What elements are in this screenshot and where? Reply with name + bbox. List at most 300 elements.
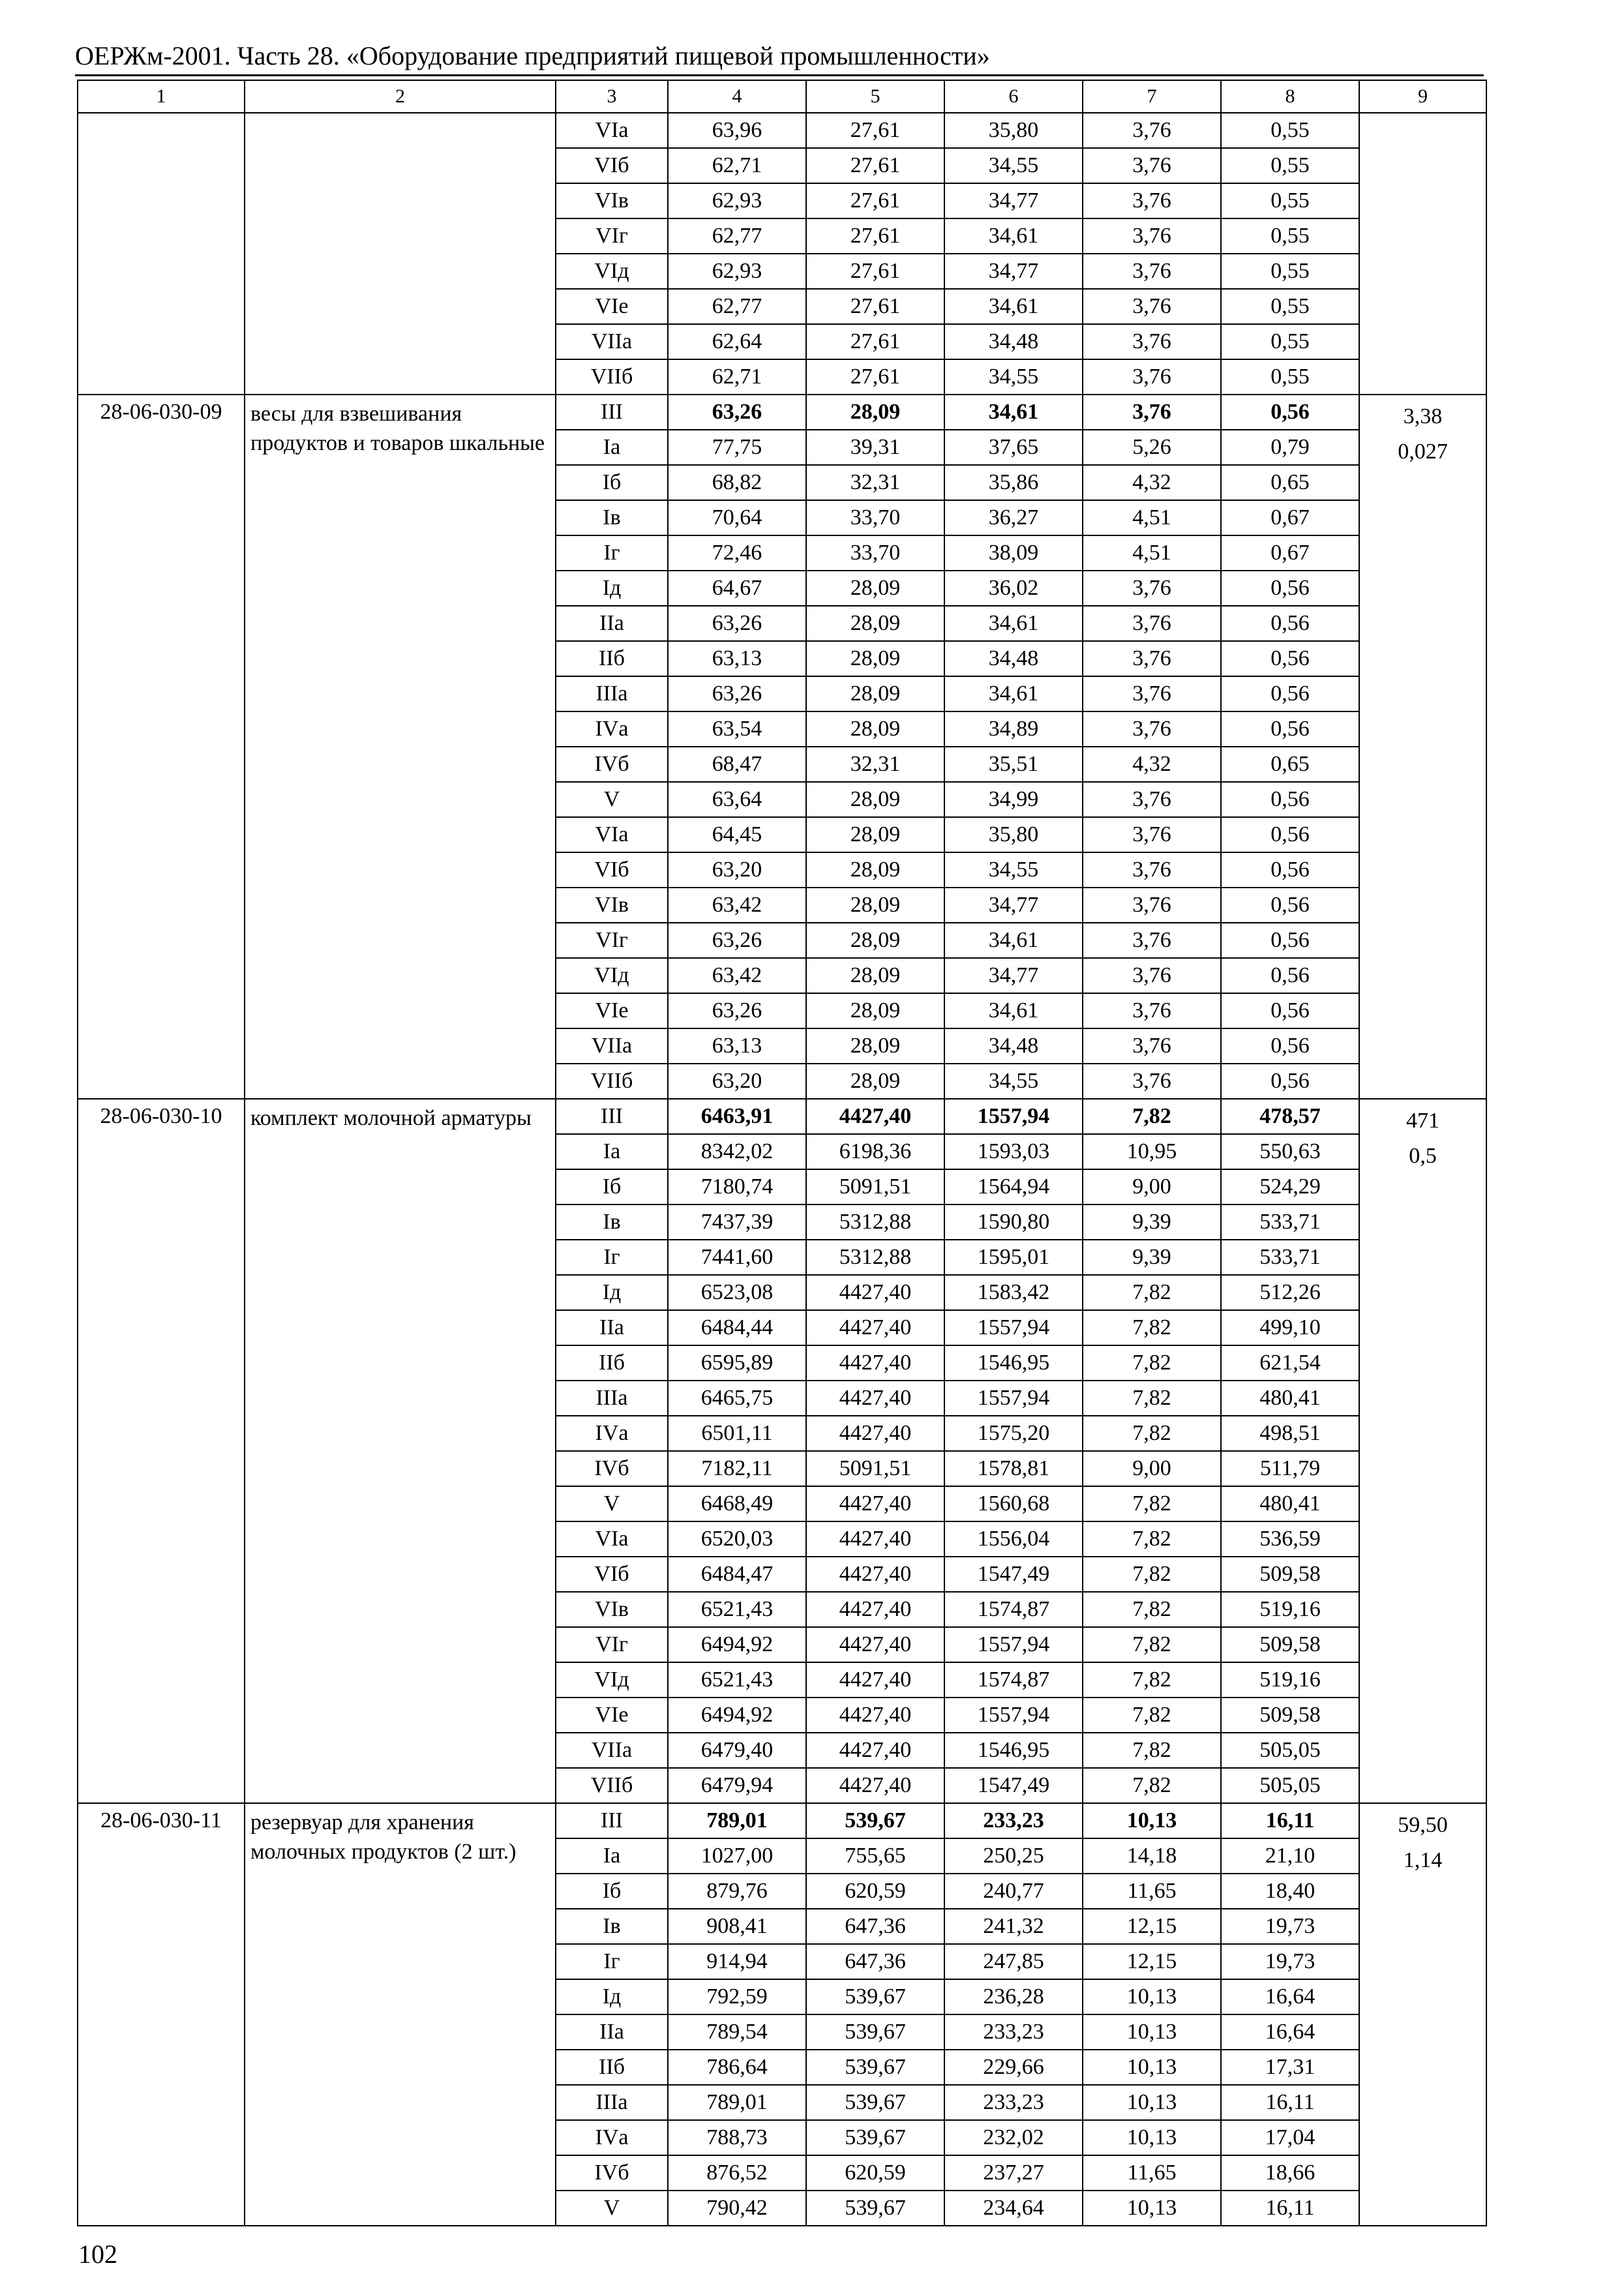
- zone-cell: IVа: [556, 711, 668, 747]
- value-cell: 7,82: [1083, 1768, 1221, 1803]
- value-cell: 11,65: [1083, 1874, 1221, 1909]
- value-cell: 914,94: [668, 1944, 806, 1979]
- value-cell: 247,85: [944, 1944, 1083, 1979]
- item-name: резервуар для хранения молочных продуктов (2 шт.): [245, 1803, 556, 2226]
- value-cell: 16,11: [1221, 1803, 1359, 1838]
- zone-cell: VIб: [556, 1557, 668, 1592]
- zone-cell: Iг: [556, 535, 668, 571]
- value-cell: 3,76: [1083, 852, 1221, 888]
- value-cell: 12,15: [1083, 1944, 1221, 1979]
- zone-cell: VIIб: [556, 1064, 668, 1099]
- value-cell: 6484,44: [668, 1310, 806, 1345]
- value-cell: 27,61: [806, 289, 944, 324]
- value-cell: 4427,40: [806, 1592, 944, 1627]
- value-cell: 28,09: [806, 923, 944, 958]
- table-row: [78, 1803, 1486, 1838]
- value-cell: 10,13: [1083, 2014, 1221, 2050]
- zone-cell: Iг: [556, 1240, 668, 1275]
- value-cell: 34,48: [944, 324, 1083, 359]
- value-cell: 480,41: [1221, 1486, 1359, 1521]
- value-cell: 21,10: [1221, 1838, 1359, 1874]
- value-cell: 1583,42: [944, 1275, 1083, 1310]
- value-cell: 1564,94: [944, 1169, 1083, 1204]
- labor-cost-value: 3,38: [1403, 404, 1443, 428]
- value-cell: 28,09: [806, 888, 944, 923]
- column-number: 5: [806, 80, 944, 113]
- value-cell: 0,56: [1221, 782, 1359, 817]
- zone-cell: Iб: [556, 465, 668, 500]
- value-cell: 0,56: [1221, 676, 1359, 711]
- value-cell: 4,32: [1083, 465, 1221, 500]
- value-cell: 18,40: [1221, 1874, 1359, 1909]
- value-cell: 34,55: [944, 852, 1083, 888]
- value-cell: 1027,00: [668, 1838, 806, 1874]
- zone-cell: Iг: [556, 1944, 668, 1979]
- value-cell: 3,76: [1083, 782, 1221, 817]
- value-cell: 34,77: [944, 254, 1083, 289]
- value-cell: 11,65: [1083, 2155, 1221, 2191]
- zone-cell: Iб: [556, 1874, 668, 1909]
- value-cell: 7,82: [1083, 1521, 1221, 1557]
- zone-cell: Iв: [556, 1909, 668, 1944]
- value-cell: 63,26: [668, 676, 806, 711]
- value-cell: 234,64: [944, 2191, 1083, 2226]
- value-cell: 4427,40: [806, 1310, 944, 1345]
- value-cell: 3,76: [1083, 571, 1221, 606]
- value-cell: 0,56: [1221, 888, 1359, 923]
- value-cell: 1547,49: [944, 1557, 1083, 1592]
- value-cell: 5091,51: [806, 1169, 944, 1204]
- value-cell: 5,26: [1083, 430, 1221, 465]
- value-cell: 62,93: [668, 254, 806, 289]
- value-cell: 519,16: [1221, 1592, 1359, 1627]
- value-cell: 6521,43: [668, 1592, 806, 1627]
- zone-cell: IIIа: [556, 2085, 668, 2120]
- value-cell: 28,09: [806, 571, 944, 606]
- value-cell: 6465,75: [668, 1381, 806, 1416]
- value-cell: 499,10: [1221, 1310, 1359, 1345]
- value-cell: 34,55: [944, 148, 1083, 183]
- value-cell: 7,82: [1083, 1416, 1221, 1451]
- value-cell: 755,65: [806, 1838, 944, 1874]
- column-number: 1: [78, 80, 245, 113]
- value-cell: 232,02: [944, 2120, 1083, 2155]
- zone-cell: VIа: [556, 817, 668, 852]
- value-cell: 7,82: [1083, 1698, 1221, 1733]
- value-cell: 519,16: [1221, 1662, 1359, 1698]
- value-cell: 34,55: [944, 1064, 1083, 1099]
- value-cell: 12,15: [1083, 1909, 1221, 1944]
- value-cell: 34,48: [944, 641, 1083, 676]
- value-cell: 1557,94: [944, 1099, 1083, 1134]
- value-cell: 10,13: [1083, 2085, 1221, 2120]
- value-cell: 233,23: [944, 2014, 1083, 2050]
- value-cell: 1590,80: [944, 1204, 1083, 1240]
- value-cell: 7437,39: [668, 1204, 806, 1240]
- zone-cell: IVа: [556, 1416, 668, 1451]
- zone-cell: VIб: [556, 148, 668, 183]
- zone-cell: V: [556, 2191, 668, 2226]
- value-cell: 229,66: [944, 2050, 1083, 2085]
- value-cell: 5091,51: [806, 1451, 944, 1486]
- item-name: [245, 113, 556, 395]
- value-cell: 7,82: [1083, 1275, 1221, 1310]
- value-cell: 512,26: [1221, 1275, 1359, 1310]
- value-cell: 6198,36: [806, 1134, 944, 1169]
- value-cell: 7,82: [1083, 1486, 1221, 1521]
- value-cell: 1557,94: [944, 1381, 1083, 1416]
- zone-cell: IVа: [556, 2120, 668, 2155]
- zone-cell: III: [556, 1803, 668, 1838]
- value-cell: 32,31: [806, 747, 944, 782]
- value-cell: 0,56: [1221, 571, 1359, 606]
- value-cell: 647,36: [806, 1909, 944, 1944]
- value-cell: 3,76: [1083, 183, 1221, 218]
- value-cell: 0,55: [1221, 148, 1359, 183]
- labor-cost-value: 0,027: [1398, 440, 1448, 464]
- value-cell: 10,95: [1083, 1134, 1221, 1169]
- value-cell: 879,76: [668, 1874, 806, 1909]
- item-code: 28-06-030-10: [78, 1099, 245, 1803]
- zone-cell: Iа: [556, 1838, 668, 1874]
- value-cell: 4427,40: [806, 1416, 944, 1451]
- value-cell: 37,65: [944, 430, 1083, 465]
- value-cell: 0,56: [1221, 711, 1359, 747]
- value-cell: 77,75: [668, 430, 806, 465]
- zone-cell: III: [556, 1099, 668, 1134]
- column-number-row: [78, 80, 1486, 113]
- value-cell: 34,61: [944, 218, 1083, 254]
- value-cell: 4427,40: [806, 1662, 944, 1698]
- zone-cell: VIд: [556, 254, 668, 289]
- column-number: 9: [1359, 80, 1486, 113]
- value-cell: 3,76: [1083, 923, 1221, 958]
- value-cell: 27,61: [806, 359, 944, 395]
- zone-cell: III: [556, 395, 668, 430]
- value-cell: 3,76: [1083, 676, 1221, 711]
- value-cell: 18,66: [1221, 2155, 1359, 2191]
- value-cell: 1547,49: [944, 1768, 1083, 1803]
- value-cell: 789,54: [668, 2014, 806, 2050]
- value-cell: 28,09: [806, 395, 944, 430]
- value-cell: 28,09: [806, 958, 944, 993]
- value-cell: 539,67: [806, 1979, 944, 2014]
- zone-cell: Iд: [556, 571, 668, 606]
- value-cell: 237,27: [944, 2155, 1083, 2191]
- value-cell: 3,76: [1083, 148, 1221, 183]
- value-cell: 27,61: [806, 254, 944, 289]
- value-cell: 34,77: [944, 958, 1083, 993]
- value-cell: 6468,49: [668, 1486, 806, 1521]
- value-cell: 876,52: [668, 2155, 806, 2191]
- value-cell: 34,61: [944, 395, 1083, 430]
- value-cell: 1546,95: [944, 1345, 1083, 1381]
- value-cell: 1560,68: [944, 1486, 1083, 1521]
- value-cell: 62,77: [668, 218, 806, 254]
- zone-cell: IVб: [556, 2155, 668, 2191]
- zone-cell: VIIа: [556, 1028, 668, 1064]
- value-cell: 28,09: [806, 993, 944, 1028]
- value-cell: 7,82: [1083, 1557, 1221, 1592]
- zone-cell: VIг: [556, 218, 668, 254]
- value-cell: 1575,20: [944, 1416, 1083, 1451]
- value-cell: 3,76: [1083, 395, 1221, 430]
- value-cell: 1546,95: [944, 1733, 1083, 1768]
- zone-cell: IVб: [556, 1451, 668, 1486]
- value-cell: 536,59: [1221, 1521, 1359, 1557]
- value-cell: 4427,40: [806, 1733, 944, 1768]
- value-cell: 72,46: [668, 535, 806, 571]
- zone-cell: VIв: [556, 1592, 668, 1627]
- value-cell: 7180,74: [668, 1169, 806, 1204]
- value-cell: 1595,01: [944, 1240, 1083, 1275]
- table-row: [78, 1099, 1486, 1134]
- item-code: 28-06-030-11: [78, 1803, 245, 2226]
- value-cell: 63,26: [668, 606, 806, 641]
- value-cell: 6463,91: [668, 1099, 806, 1134]
- item-name: весы для взвешивания продуктов и товаров шкальные: [245, 395, 556, 1099]
- column-number: 6: [944, 80, 1083, 113]
- value-cell: 8342,02: [668, 1134, 806, 1169]
- value-cell: 28,09: [806, 817, 944, 852]
- value-cell: 241,32: [944, 1909, 1083, 1944]
- value-cell: 34,89: [944, 711, 1083, 747]
- value-cell: 4427,40: [806, 1381, 944, 1416]
- value-cell: 34,77: [944, 888, 1083, 923]
- value-cell: 9,00: [1083, 1169, 1221, 1204]
- value-cell: 509,58: [1221, 1627, 1359, 1662]
- value-cell: 3,76: [1083, 1064, 1221, 1099]
- value-cell: 0,65: [1221, 747, 1359, 782]
- column-number: 8: [1221, 80, 1359, 113]
- value-cell: 4427,40: [806, 1557, 944, 1592]
- value-cell: 19,73: [1221, 1909, 1359, 1944]
- zone-cell: VIе: [556, 289, 668, 324]
- value-cell: 6521,43: [668, 1662, 806, 1698]
- zone-cell: Iд: [556, 1979, 668, 2014]
- value-cell: 0,67: [1221, 535, 1359, 571]
- value-cell: 10,13: [1083, 2120, 1221, 2155]
- value-cell: 3,76: [1083, 711, 1221, 747]
- column-number: 4: [668, 80, 806, 113]
- value-cell: 3,76: [1083, 254, 1221, 289]
- zone-cell: IIIа: [556, 1381, 668, 1416]
- value-cell: 34,99: [944, 782, 1083, 817]
- value-cell: 9,00: [1083, 1451, 1221, 1486]
- value-cell: 70,64: [668, 500, 806, 535]
- value-cell: 64,45: [668, 817, 806, 852]
- value-cell: 1557,94: [944, 1310, 1083, 1345]
- value-cell: 17,31: [1221, 2050, 1359, 2085]
- value-cell: 0,55: [1221, 113, 1359, 148]
- value-cell: 0,56: [1221, 1064, 1359, 1099]
- value-cell: 63,64: [668, 782, 806, 817]
- value-cell: 509,58: [1221, 1698, 1359, 1733]
- value-cell: 6520,03: [668, 1521, 806, 1557]
- column-number: 7: [1083, 80, 1221, 113]
- value-cell: 63,26: [668, 923, 806, 958]
- value-cell: 4427,40: [806, 1627, 944, 1662]
- value-cell: 236,28: [944, 1979, 1083, 2014]
- value-cell: 1593,03: [944, 1134, 1083, 1169]
- value-cell: 7,82: [1083, 1733, 1221, 1768]
- value-cell: 621,54: [1221, 1345, 1359, 1381]
- value-cell: 7,82: [1083, 1099, 1221, 1134]
- value-cell: 28,09: [806, 606, 944, 641]
- value-cell: 4427,40: [806, 1345, 944, 1381]
- value-cell: 3,76: [1083, 993, 1221, 1028]
- value-cell: 4427,40: [806, 1486, 944, 1521]
- item-code: 28-06-030-09: [78, 395, 245, 1099]
- value-cell: 524,29: [1221, 1169, 1359, 1204]
- value-cell: 38,09: [944, 535, 1083, 571]
- value-cell: 3,76: [1083, 113, 1221, 148]
- value-cell: 62,64: [668, 324, 806, 359]
- value-cell: 3,76: [1083, 641, 1221, 676]
- value-cell: 533,71: [1221, 1204, 1359, 1240]
- value-cell: 1574,87: [944, 1592, 1083, 1627]
- value-cell: 788,73: [668, 2120, 806, 2155]
- value-cell: 68,82: [668, 465, 806, 500]
- value-cell: 505,05: [1221, 1733, 1359, 1768]
- value-cell: 6494,92: [668, 1698, 806, 1733]
- header-rule: [75, 74, 1484, 76]
- value-cell: 6501,11: [668, 1416, 806, 1451]
- value-cell: 539,67: [806, 2120, 944, 2155]
- zone-cell: Iа: [556, 1134, 668, 1169]
- value-cell: 0,55: [1221, 359, 1359, 395]
- value-cell: 6595,89: [668, 1345, 806, 1381]
- value-cell: 0,56: [1221, 958, 1359, 993]
- value-cell: 3,76: [1083, 606, 1221, 641]
- value-cell: 28,09: [806, 852, 944, 888]
- value-cell: 3,76: [1083, 888, 1221, 923]
- labor-cost-value: 59,50: [1398, 1813, 1448, 1837]
- value-cell: 34,77: [944, 183, 1083, 218]
- value-cell: 620,59: [806, 2155, 944, 2191]
- value-cell: 4427,40: [806, 1099, 944, 1134]
- value-cell: 33,70: [806, 500, 944, 535]
- value-cell: 27,61: [806, 113, 944, 148]
- value-cell: 3,76: [1083, 324, 1221, 359]
- value-cell: 1556,04: [944, 1521, 1083, 1557]
- labor-cost-value: 0,5: [1409, 1144, 1437, 1168]
- value-cell: 233,23: [944, 2085, 1083, 2120]
- value-cell: 0,79: [1221, 430, 1359, 465]
- value-cell: 6479,94: [668, 1768, 806, 1803]
- value-cell: 6484,47: [668, 1557, 806, 1592]
- value-cell: 10,13: [1083, 2191, 1221, 2226]
- value-cell: 9,39: [1083, 1240, 1221, 1275]
- value-cell: 27,61: [806, 218, 944, 254]
- value-cell: 4427,40: [806, 1521, 944, 1557]
- zone-cell: VIд: [556, 958, 668, 993]
- value-cell: 0,55: [1221, 218, 1359, 254]
- value-cell: 0,56: [1221, 923, 1359, 958]
- value-cell: 4427,40: [806, 1698, 944, 1733]
- value-cell: 0,56: [1221, 993, 1359, 1028]
- value-cell: 0,67: [1221, 500, 1359, 535]
- zone-cell: VIIб: [556, 1768, 668, 1803]
- zone-cell: Iв: [556, 1204, 668, 1240]
- value-cell: 7,82: [1083, 1381, 1221, 1416]
- labor-cost-value: 471: [1406, 1109, 1439, 1133]
- value-cell: 36,02: [944, 571, 1083, 606]
- rates-table-body: [78, 80, 1486, 2226]
- value-cell: 250,25: [944, 1838, 1083, 1874]
- zone-cell: IIIа: [556, 676, 668, 711]
- value-cell: 63,42: [668, 888, 806, 923]
- value-cell: 19,73: [1221, 1944, 1359, 1979]
- value-cell: 34,61: [944, 676, 1083, 711]
- value-cell: 62,71: [668, 148, 806, 183]
- page-number: 102: [78, 2239, 117, 2269]
- zone-cell: V: [556, 782, 668, 817]
- value-cell: 35,51: [944, 747, 1083, 782]
- rates-table: [77, 80, 1487, 2226]
- value-cell: 4427,40: [806, 1275, 944, 1310]
- value-cell: 7182,11: [668, 1451, 806, 1486]
- labor-cost-cell: [1359, 1803, 1486, 2226]
- value-cell: 28,09: [806, 641, 944, 676]
- value-cell: 0,55: [1221, 183, 1359, 218]
- labor-cost-cell: [1359, 113, 1486, 395]
- value-cell: 3,76: [1083, 218, 1221, 254]
- value-cell: 28,09: [806, 711, 944, 747]
- value-cell: 17,04: [1221, 2120, 1359, 2155]
- column-number: 2: [245, 80, 556, 113]
- value-cell: 789,01: [668, 2085, 806, 2120]
- value-cell: 1557,94: [944, 1627, 1083, 1662]
- value-cell: 7,82: [1083, 1662, 1221, 1698]
- value-cell: 7,82: [1083, 1345, 1221, 1381]
- value-cell: 34,48: [944, 1028, 1083, 1064]
- value-cell: 16,64: [1221, 2014, 1359, 2050]
- value-cell: 63,20: [668, 852, 806, 888]
- value-cell: 16,11: [1221, 2085, 1359, 2120]
- value-cell: 620,59: [806, 1874, 944, 1909]
- page-header: [75, 40, 1484, 76]
- value-cell: 1578,81: [944, 1451, 1083, 1486]
- value-cell: 34,61: [944, 993, 1083, 1028]
- value-cell: 539,67: [806, 2191, 944, 2226]
- zone-cell: VIб: [556, 852, 668, 888]
- labor-cost-cell: [1359, 395, 1486, 1099]
- zone-cell: IIб: [556, 641, 668, 676]
- value-cell: 68,47: [668, 747, 806, 782]
- value-cell: 16,64: [1221, 1979, 1359, 2014]
- value-cell: 6523,08: [668, 1275, 806, 1310]
- value-cell: 28,09: [806, 676, 944, 711]
- zone-cell: Iб: [556, 1169, 668, 1204]
- value-cell: 27,61: [806, 324, 944, 359]
- item-name: комплект молочной арматуры: [245, 1099, 556, 1803]
- zone-cell: VIг: [556, 923, 668, 958]
- header-title: ОЕРЖм-2001. Часть 28. «Оборудование предприятий пищевой промышленности»: [75, 41, 990, 70]
- value-cell: 786,64: [668, 2050, 806, 2085]
- zone-cell: IIа: [556, 1310, 668, 1345]
- zone-cell: Iа: [556, 430, 668, 465]
- value-cell: 16,11: [1221, 2191, 1359, 2226]
- value-cell: 35,86: [944, 465, 1083, 500]
- zone-cell: VIе: [556, 1698, 668, 1733]
- value-cell: 647,36: [806, 1944, 944, 1979]
- value-cell: 10,13: [1083, 2050, 1221, 2085]
- value-cell: 64,67: [668, 571, 806, 606]
- zone-cell: VIа: [556, 113, 668, 148]
- value-cell: 233,23: [944, 1803, 1083, 1838]
- value-cell: 63,26: [668, 993, 806, 1028]
